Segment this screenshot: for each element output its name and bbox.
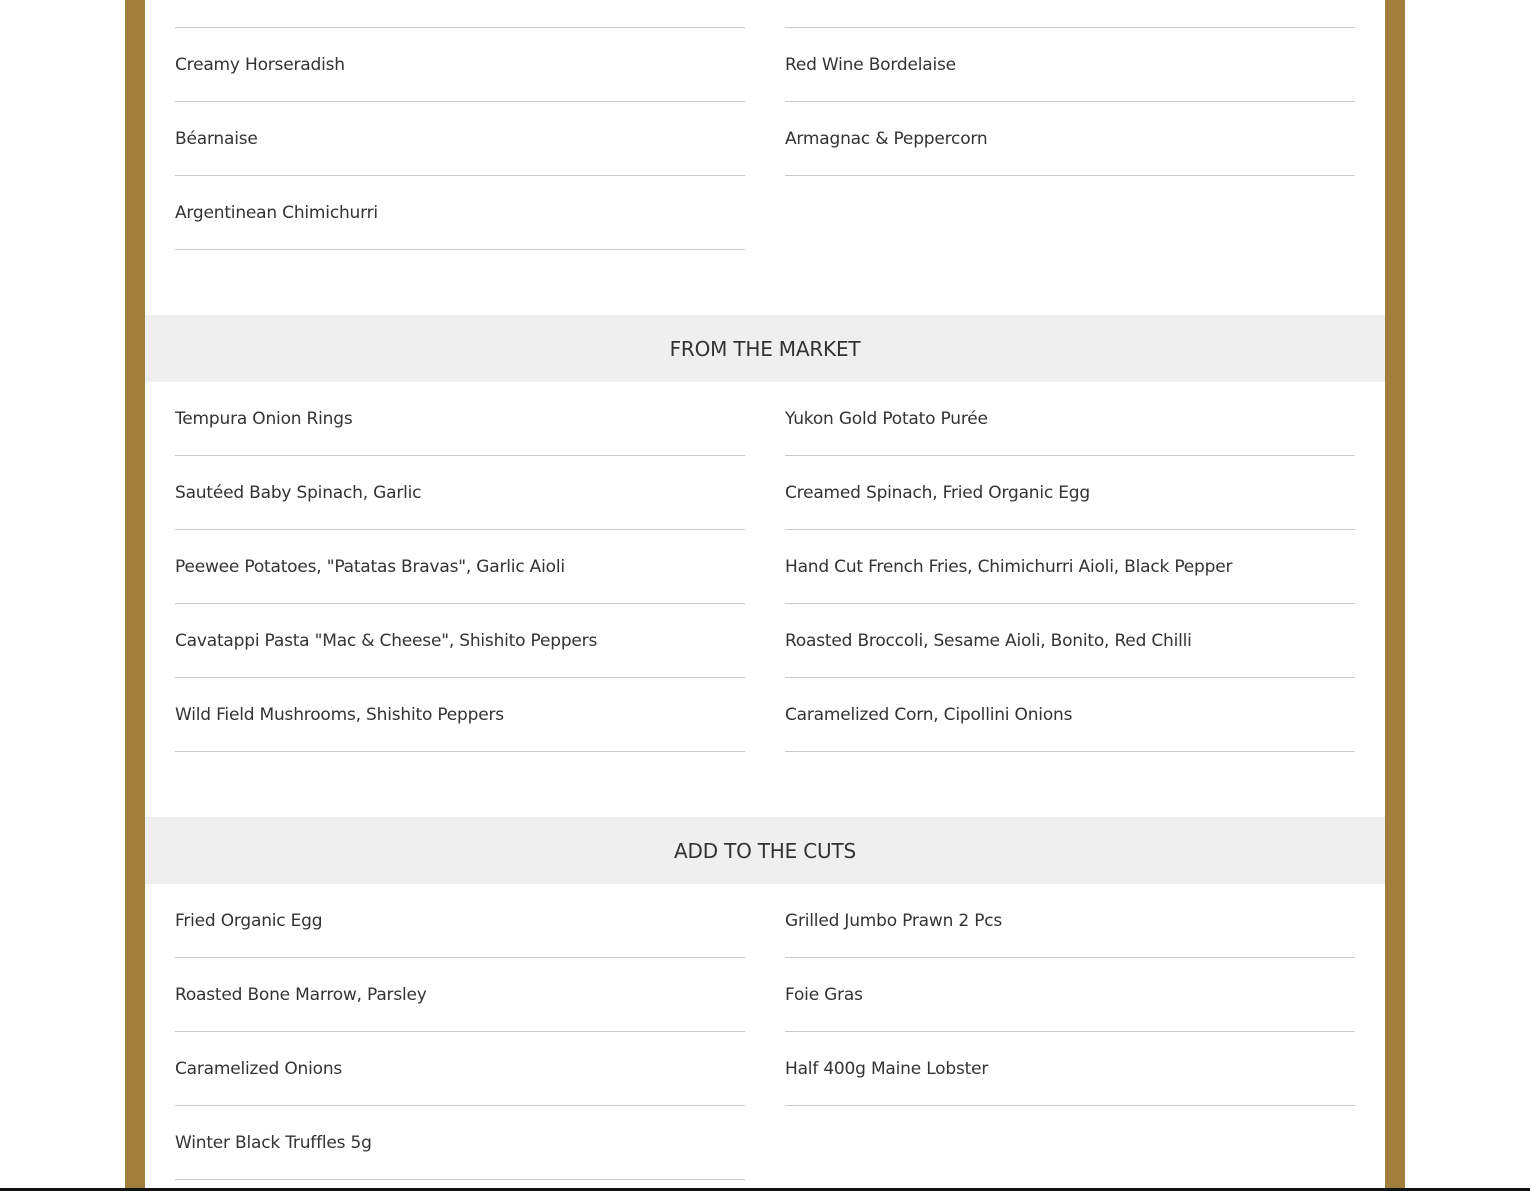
- menu-panel: [145, 0, 1385, 1188]
- menu-item: Red Wine Bordelaise: [785, 28, 1355, 102]
- section-header-cuts: ADD TO THE CUTS: [145, 817, 1385, 884]
- menu-item: Sautéed Baby Spinach, Garlic: [175, 456, 745, 530]
- menu-item: Cavatappi Pasta "Mac & Cheese", Shishito Peppers: [175, 604, 745, 678]
- section-header-market: FROM THE MARKET: [145, 315, 1385, 382]
- menu-item: Tempura Onion Rings: [175, 382, 745, 456]
- menu-item: Hand Cut French Fries, Chimichurri Aioli, Black Pepper: [785, 530, 1355, 604]
- menu-frame: [125, 0, 1405, 1188]
- menu-item: Foie Gras: [785, 958, 1355, 1032]
- menu-item: Caramelized Corn, Cipollini Onions: [785, 678, 1355, 752]
- menu-item: Yukon Gold Potato Purée: [785, 382, 1355, 456]
- menu-item: Winter Black Truffles 5g: [175, 1106, 745, 1180]
- sauces-list: [175, 0, 1355, 250]
- cuts-list: [175, 884, 1355, 1180]
- menu-item: Wild Field Mushrooms, Shishito Peppers: [175, 678, 745, 752]
- menu-item: Argentinean Chimichurri: [175, 176, 745, 250]
- menu-item: Caramelized Onions: [175, 1032, 745, 1106]
- menu-item: [785, 0, 1355, 28]
- menu-item: Grilled Jumbo Prawn 2 Pcs: [785, 884, 1355, 958]
- menu-item: Half 400g Maine Lobster: [785, 1032, 1355, 1106]
- menu-item: Béarnaise: [175, 102, 745, 176]
- menu-item: Roasted Bone Marrow, Parsley: [175, 958, 745, 1032]
- menu-item: Roasted Broccoli, Sesame Aioli, Bonito, Red Chilli: [785, 604, 1355, 678]
- menu-item: [175, 0, 745, 28]
- menu-item: Creamy Horseradish: [175, 28, 745, 102]
- menu-item: Peewee Potatoes, "Patatas Bravas", Garlic Aioli: [175, 530, 745, 604]
- menu-item: Armagnac & Peppercorn: [785, 102, 1355, 176]
- menu-item: Fried Organic Egg: [175, 884, 745, 958]
- menu-item: Creamed Spinach, Fried Organic Egg: [785, 456, 1355, 530]
- market-list: [175, 382, 1355, 752]
